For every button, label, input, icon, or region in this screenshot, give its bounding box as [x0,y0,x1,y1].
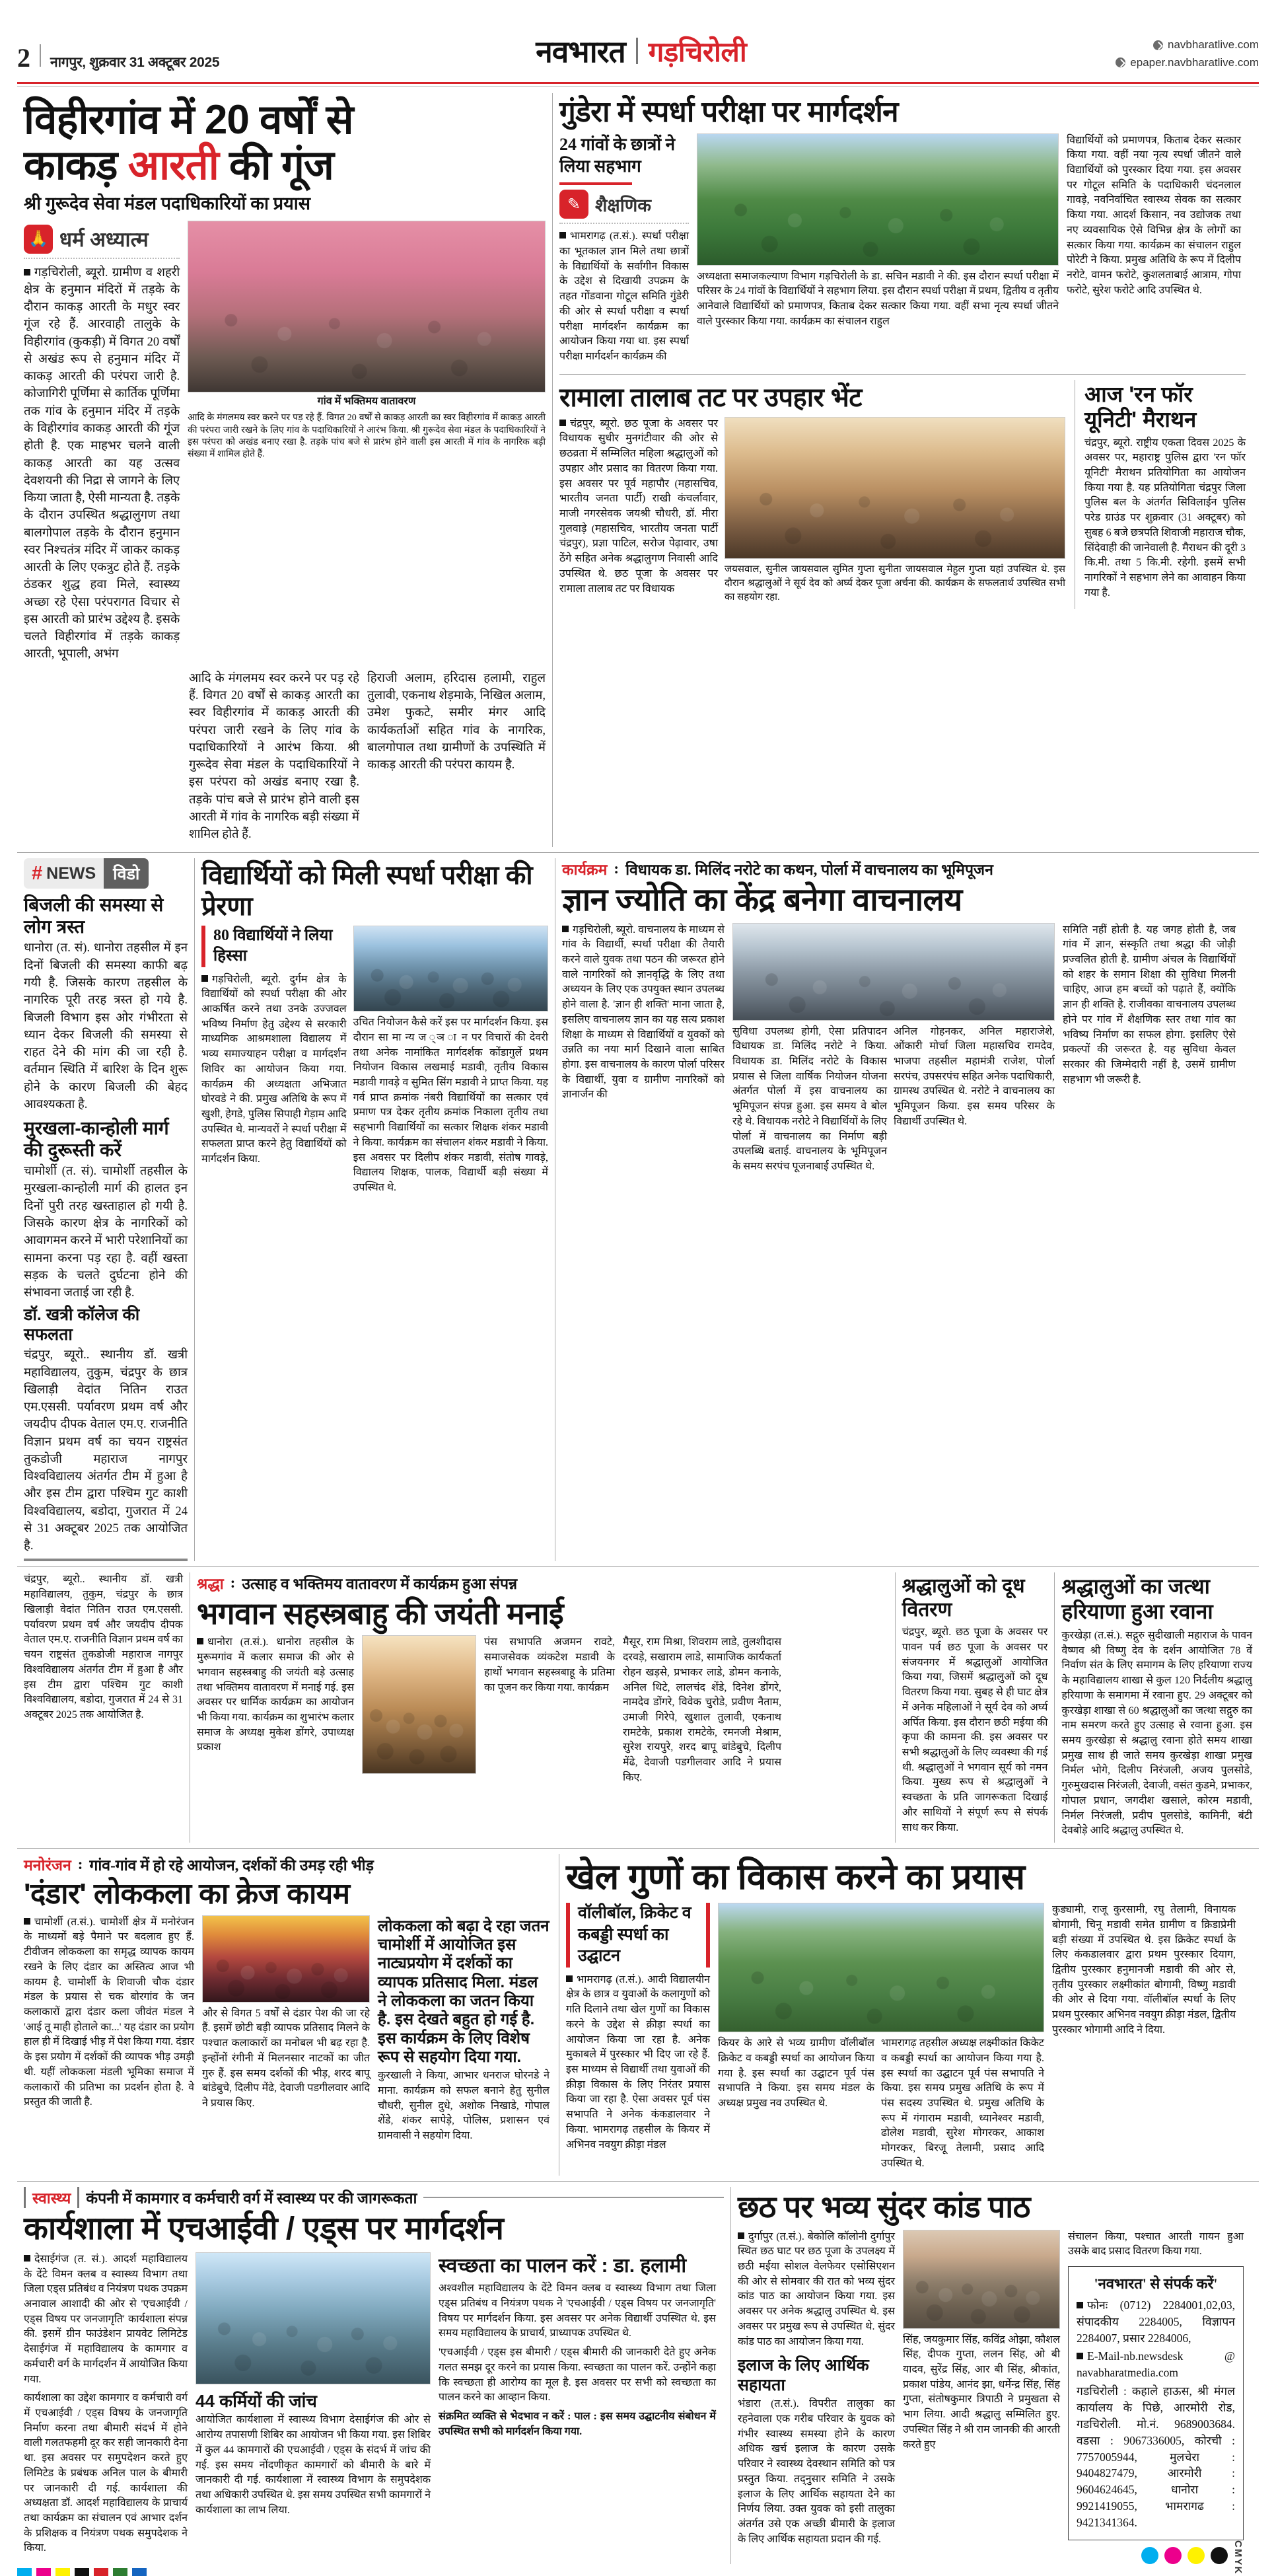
bullet-square [197,1638,203,1644]
bullet-square [559,232,566,239]
khel-body-3: भामरागढ़ तहसील अध्यक्ष लक्ष्मीकांत किकेट व कबड्डी स्पर्धा का आयोजन किया गया है. इस स्पर्धा का उद्घाटन पूर्व पंस सभापति ने किया. इस समय प्रमुख अतिथि के रूप में पंस सदस्य उपस्थित थे. प्रमुख अतिथि के रूप में गंगाराम मडावी, ध्यानेश्वर मडावी, ढोलेश मडावी, सुरेश मोगरकर, आकाश मोगरकर, बिरजू तेलामी, प्रसाद आदि उपस्थित थे. [881,2038,1044,2169]
header-red-rule [17,82,1259,84]
vachanalaya-col-2 [732,923,1063,1179]
contact-box [1068,2266,1244,2540]
kicker-tag: कार्यक्रम [562,862,608,879]
divider-dotted [559,223,689,224]
health-sub-body: आयोजित कार्यशाला में स्वास्थ्य विभाग देसाईगंज की ओर से आरोग्य तपासणी शिबिर का आयोजन भी किया गया. इस शिबिर में कुल 44 कामगारों की एचआईवी / एड्स के संदर्भ में जांच की गई. इस समय नोंदणीकृत कामगारों को बीमारी के बारे में जानकारी दी गई. कार्यशाला में स्वास्थ्य विभाग के समुपदेशक तथा अधिकारी उपस्थित थे. इस समय उपस्थित सभी कामगारों ने कार्यशाला का लाभ लिया. [195,2414,431,2516]
hash-icon: # [32,862,43,884]
header-thin-rule [17,86,1259,87]
doodh-body: चंद्रपुर, ब्यूरो. छठ पूजा के अवसर पर पावन पर्व छठ पूजा के अवसर पर संजयनगर में श्रद्धालुओं आयोजित किया गया, जिसमें श्रद्धालुओं को दूध वितरण किया गया. सुबह से ही घाट क्षेत्र में अनेक महिलाओं ने सूर्य देव को अर्घ्य अर्पित किया. इस दौरान छठी मईया की कृपा की कामना की. इस अवसर पर सभी श्रद्धालुओं के लिए व्यवस्था की गई थी. श्रद्धालुओं ने भगवान सूर्य को नमन किया. मुख्य रूप से श्रद्धालुओं ने स्वच्छता के प्रति जागरूकता दिखाई और साथियों ने संपूर्ण रूप से संपर्क साध कर किया. [902,1627,1048,1833]
marathon-headline: आज 'रन फॉर यूनिटी' मैराथन [1084,381,1197,431]
ramala-photo [725,417,1065,559]
lead-story [17,93,552,847]
dandar-col-1 [24,1915,202,2148]
band-lead [17,93,1259,847]
lead-photo [188,221,546,392]
colorbar-green [113,2568,127,2576]
yellow-dot-icon [1187,2547,1205,2564]
khel-col-3 [1052,1903,1236,2175]
chhath-headline: छठ पर भव्य सुंदर कांड पाठ [738,2189,1030,2224]
khel-photo [718,1903,1044,2032]
band3-spacer-col [17,1572,190,1843]
kicker-bar [24,2187,26,2208]
health-headline: कार्यशाला में एचआईवी / एड्स पर मार्गदर्शन [24,2211,504,2246]
khel-headline: खेल गुणों का विकास करने का प्रयास [566,1857,1025,1897]
kicker-tag: स्वास्थ्य [32,2190,71,2207]
shraddha-photo [362,1635,476,1774]
lead-body-3: हिराजी अलाम, हरिदास हलामी, राहुल तुलावी, एकनाथ शेड़माके, निखिल अलाम, उमेश फुकटे, समीर मंगर आदि कार्यकर्ताओं सहित गांव के नागरिक, बालगोपाल तथा ग्रामीणों के उपस्थिति में काकड़ आरती की परंपरा कायम है. [367,671,546,772]
lead-body-1: गड़चिरोली, ब्यूरो. ग्रामीण व शहरी क्षेत्र के हनुमान मंदिरों में तड़के के दौरान काकड़ आरती के मधुर स्वर गूंज रहे हैं. आरवाही तालुके के विहीरगांव (कुकड़ी) में विगत 20 वर्षों से अखंड रूप से हनुमान मंदिर में काकड़ आरती की परंपरा जारी है. कोजागिरी पूर्णिमा से कार्तिक पूर्णिमा तक गांव के हनुमान मंदिर में तड़के के विहीरगांव काकड़ आरती की गूंज होती है. एक माहभर चलने वाली काकड़ आरती का यह उत्सव देवशयनी की निद्रा से जागने के लिए किया जाता है, ऐसी मान्यता है. तड़के के दौरान उपस्थित श्रद्धालुगण तथा बालगोपाल तड़के के दौरान हनुमान स्वर निश्चतंत्र मंदिर में जाकर काकड़ आरती के लिए एकत्रुट होते हैं. तड़के ठंडकर शुद्ध हवा मिले, स्वास्थ्य अच्छा रहे ऐसा परंपरागत विचार से इस आरती को प्रारंभ उद्देश्य है. इसके चलते विहीरगांव में तड़के काकड़ आरती, भूपाली, अभंग [24,266,180,661]
ramala-body-2: जयसवाल, सुनील जायसवाल सुमित गुप्ता सुनीता जायसवाल मेहुल गुप्ता यहां उपस्थित थे. इस दौरान श्रद्धालुओं ने सूर्य देव को अर्घ्य देकर पूजा अर्चना की. कार्यक्रम के सफलतार्थ उपस्थित सभी का सहयोग रहा. [725,564,1065,603]
black-dot-icon [1211,2547,1228,2564]
vachanalaya-story [555,858,1244,1561]
health-photo-col [195,2252,439,2560]
dandar-body-4: कुरखाली ने किया, आभार धनराज घोरनडे ने माना. कार्यक्रम को सफल बनाने हेतु सुनील चौधरी, सुनील दुधे, अशोक निखाडे, गोपाल शेंडे, शंकर सापेड़े, पोलिस, प्रशासन एवं ग्रामवासी ने सहयोग दिया. [378,2070,549,2142]
globe-icon [1153,40,1163,50]
kicker-rule [423,2197,724,2198]
gundera-deck: 24 गांवों के छात्रों ने लिया सहभाग [559,134,676,176]
shraddha-col-4 [623,1635,781,1789]
bullet-square [566,1975,573,1982]
chhath-col-1 [738,2230,903,2564]
dateline: नागपुर, शुक्रवार 31 अक्टूबर 2025 [50,55,220,70]
ramala-photo-block [725,417,1065,609]
colorbar-magenta [36,2568,51,2576]
page-number: 2 [17,43,30,73]
bullet-square [562,926,569,932]
brand-block [536,30,746,71]
khel-story [559,1854,1259,2176]
health-body-2: कार्यशाला का उद्देश कामगार व कर्मचारी वर्ग में एचआईवी / एड्स विषय के जनजागृति निर्माण करना तथा बीमारी संदर्भ में होने वाली गलतफहमी दूर कर सही जानकारी देना था. इस अवसर पर समुपदेशन करते हुए लिमिटेड के प्रबंधक अनिल पाल के बीमारी पर जानकारी दी गई. कार्यशाला की अध्यक्षता डॉ. आदर्श महाविद्यालय के प्राचार्य तथा कार्यक्रम का संचालन एवं आभार दर्शन के प्रशिक्षक व नियंत्रण पथक समुपदेशक ने किया. [24,2392,188,2554]
marathon-story [1075,380,1246,609]
section-badge-dharma[interactable] [24,225,180,254]
bullet-square [24,1918,30,1925]
vachanalaya-body-5: समिति नहीं होती है. यह जगह होती है, जब गांव में ज्ञान, संस्कृति तथा श्रद्धा की जोड़ी प्रज्वलित होती है. ग्रामीण अंचल के विद्यार्थियों को शहर के समान शिक्षा की सुविधा मिलनी चाहिए, आज हम बच्चों को पढ़ाते हैं, क्योंकि ज्ञान ही शक्ति है. राजीवका वाचनालय उपलब्ध होने पर गांव में शैक्षणिक स्तर तथा गांव का भविष्य निर्माण का सफल होगा. इसलिए ऐसे प्रकल्पों की जरूरत है. यह सुविधा केवल सरकार की जिम्मेदारी नहीं है, उसमें ग्रामीण सहभाग भी जरूरी है. [1063,924,1236,1086]
ilaj-headline: इलाज के लिए आर्थिक सहायता [738,2356,869,2394]
cmyk-registration-marks [1068,2540,1244,2575]
divider-dotted [24,258,180,259]
website-line-1[interactable] [1116,36,1259,54]
chhath-photo [903,2230,1060,2329]
lead-headline-line2a: काकड़ [24,143,128,189]
kicker-bar [77,2187,79,2208]
kicker-text: गांव-गांव में हो रहे आयोजन, दर्शकों की उमड़ रही भीड़ [89,1857,374,1874]
colorbar-yellow [55,2568,70,2576]
ramala-headline: रामाला तालाब तट पर उपहार भेंट [559,383,862,412]
health-kicker [24,2187,724,2208]
dandar-body-1: चामोर्शी (त.सं.). चामोर्शी क्षेत्र में मनोरंजन के माध्यमों बड़े पैमाने पर बदलाव हुए हैं. टीवीजन लोककला का समृद्ध व्यापक कायम रखने के लिए दंडार का अस्तित्व आज भी कायम है. चामोर्शी के शिवाजी चौक दंडार मंडल के प्रयास से चक बोरगांव के जन कलाकारों द्वारा दंडार कला जीवंत मंडल ने 'आई तू माही होताले का...' यह दंडार का प्रयोग हाल ही में दिखाई भीड़ में पेश किया गया. दंडार के इस प्रयोग में दर्शकों की व्यापक भीड़ उमड़ी थी. यहीं लोककला मंडली भूमिका समाज में कलाकारों की प्रतिभा का प्रदर्शन होता है. वे प्रस्तुत की जाती है. [24,1916,194,2108]
ramala-story [559,380,1075,609]
cyan-dot-icon [1141,2547,1158,2564]
video-badge: विडो [104,858,149,889]
band-divider-3 [17,1848,1259,1849]
band-divider-1 [17,852,1259,853]
lead-photo-subtext: आदि के मंगलमय स्वर करने पर पड़ रहे हैं. विगत 20 वर्षों से काकड़ आरती का स्वर विहीरगांव में काकड़ आरती की परंपरा जारी रखने के लिए गांव के पदाधिकारियों ने आरंभ किया. श्री गुरूदेव सेवा मंडल के पदाधिकारियों ने इस परंपरा को अखंड बनाए रखा है. तड़के पांच बजे से प्रारंभ होने वाली इस आरती में गांव के नागरिक बड़ी संख्या में शामिल होते हैं. [188,413,546,459]
bullet-square [559,420,566,426]
band-divider-4 [17,2181,1259,2182]
vidyarthi-headline: विद्यार्थियों को मिली स्पर्धा परीक्षा की प्रेरणा [201,861,533,921]
bullet-square [1077,2302,1083,2308]
chhath-col-3 [1068,2230,1244,2575]
colorbar-red [94,2568,108,2576]
vidyarthi-deck-wrap [201,926,347,967]
gundera-headline: गुंडेरा में स्पर्धा परीक्षा पर मार्गदर्शन [559,96,899,128]
shraddha-body-4: पंस सभापति अजमन रावटे, समाजसेवक व्यंकटेश मडावी के हाथों भगवान सहस्त्रबाहू के प्रतिमा का पूजन कर किया गया. कार्यक्रम [484,1637,616,1693]
chhath-body-1: दुर्गापुर (त.सं.). बेकोलि कॉलोनी दुर्गापुर स्थित छठ घाट पर छठ पूजा के उपलक्ष्य में छठी मईया सोशल वेलफेयर एसोसिएशन की ओर से सोमवार की रात को भव्य सुंदर कांड पाठ का आयोजन किया गया. इस अवसर पर अनेक श्रद्धालु उपस्थित थे. इस अवसर पर प्रमुख रूप से उपस्थित थे. सुंदर कांड पाठ का आयोजन किया गया. [738,2230,895,2347]
lead-col-c [189,670,367,848]
website-line-2[interactable] [1116,54,1259,71]
ramala-text-col [559,417,725,609]
lead-headline-line1: विहीरगांव में 20 वर्षों से [24,97,353,143]
bullet-square [24,2255,30,2262]
swachhata-body-2: 'एचआईवी / एड्स इस बीमारी / एड्स बीमारी की जानकारी देते हुए अनेक गलत समझ दूर करने का प्रयास किया. स्वच्छता का पालन करें. उन्होंने कहा कि स्वच्छता ही आरोग्य का मूल है. इस अवसर पर सभी को स्वच्छता का पालन करने का आव्हान किया. [439,2347,716,2404]
health-story [17,2187,730,2564]
bullet-square [24,269,30,276]
band-divider-2 [17,1566,1259,1567]
lead-subhead: श्री गुरूदेव सेवा मंडल पदाधिकारियों का प्रयास [24,193,310,213]
divider [559,374,1246,375]
gundera-body-2: अध्यक्षता समाजकल्याण विभाग गड़चिरोली के डा. सचिन मडावी ने की. इस दौरान स्पर्धा परीक्षा में परिसर के 24 गांवों के विद्यार्थियों ने सहभाग लिया. इस दौरान स्पर्धा परीक्षा में प्रथम, द्वितीय व तृतीय आनेवाले विद्यार्थियों को प्रमाणपत्र, किताब देकर सत्कार किया गया. वहीं सभा नृत्य स्पर्धा जीतने वाले पुरस्कार किया गया. कार्यक्रम का संचालन राहुल [697,270,1059,327]
vachanalaya-kicker [562,858,1238,879]
swachhata-story [439,2252,716,2560]
newsvideo-item2-body: चामोर्शी (त. सं). चामोर्शी तहसील के मुरखला-कान्होली मार्ग की हालत इन दिनों पुरी तरह खस्ताहाल हो गयी है. जिसके कारण क्षेत्र के नागरिकों को आवागमन करने में भारी परेशानियों का सामना करना पड़ रहा है. वहीं खस्ता सड़क के चलते दुर्घटना होने की संभावना जताई जा रही है. [24,1165,188,1300]
chhath-story [730,2187,1259,2575]
website-links [1116,36,1259,71]
lead-col-b [24,670,189,848]
shraddha-photo-col [362,1635,484,1789]
vachanalaya-body-4: अनिल गोहनकर, अनिल महाराजेशे, ओंकारी मोर्चा जिला महासचिव रामदेव, भाजपा तहसील महामंत्री राजेश, पोर्ला सरपंच, उपसरपंच सहित अनेक पदाधिकारी, ग्रामस्थ उपस्थित थे. नरोटे ने वाचनालय का भूमिपूजन किया. इस समय परिसर के विद्यार्थी उपस्थित थे. [894,1025,1055,1127]
vachanalaya-col-1 [562,923,732,1179]
masthead-left [17,44,219,71]
gundera-body-1: भामरागढ़ (त.सं.). स्पर्धा परीक्षा का भूतकाल ज्ञान मिले तथा छात्रों के विद्यार्थियों के सर्वांगीन विकास के उद्देश से दिखायी उपक्रम के तहत गोंडवाना गोटूल समिति गुंडेरी की ओर से स्पर्धा परीक्षा व स्पर्धा परीक्षा मार्गदर्शन कार्यक्रम का आयोजन किया गया था. इस स्पर्धा परीक्षा मार्गदर्शन कार्यक्रम की [559,231,689,362]
lead-headline-line2c: की गूंज [218,143,334,189]
colorbar-black [75,2568,89,2576]
kicker-text: कंपनी में कामगार व कर्मचारी वर्ग में स्वास्थ्य पर की जागरूकता [86,2190,417,2207]
khel-deck-wrap [566,1903,710,1968]
shraddha-headline: भगवान सहस्त्रबाहु की जयंती मनाई [197,1596,563,1631]
khel-photo-col [718,1903,1052,2175]
kicker-tag: मनोरंजन [24,1857,71,1874]
swachhata-headline: स्वच्छता का पालन करें : डा. हलामी [439,2254,687,2277]
edition-name: गड़चिरोली [648,36,747,67]
news-badge: # NEWS [24,858,104,889]
gundera-photo [697,133,1059,266]
deck-red-rule [559,182,632,185]
newsvideo-tail: चंद्रपुर, ब्यूरो.. स्थानीय डॉ. खत्री महाविद्यालय, तुकुम, चंद्रपुर के छात्र खिलाड़ी वेदांत नितिन राउत एम.एससी. पर्यावरण प्रथम वर्ष और जयदीप दीपक वेताल एम.ए. राजनीति विज्ञान प्रथम वर्ष का चयन राष्ट्रसंत तुकडोजी महाराज नागपुर विश्वविद्यालय अंतर्गत टीम में हुआ है और इस टीम द्वारा पश्चिम गुट काशी विश्वविद्यालय, बडोदा, गुजरात में 24 से 31 अक्टूबर 2025 तक आयोजित है. [24,1574,184,1720]
newsvideo-column [17,858,194,1561]
masthead-divider [40,44,41,67]
lead-headline [24,97,546,189]
section-badge-label: शैक्षणिक [595,195,651,215]
bullet-square [1077,2353,1083,2359]
dandar-kicker [24,1854,552,1875]
right-band [552,93,1252,847]
newsvideo-item3-body: चंद्रपुर, ब्यूरो.. स्थानीय डॉ. खत्री महाविद्यालय, तुकुम, चंद्रपुर के छात्र खिलाड़ी वेदांत नितिन राउत एम.एससी. पर्यावरण प्रथम वर्ष और जयदीप दीपक वेताल एम.ए. राजनीति विज्ञान प्रथम वर्ष का चयन राष्ट्रसंत तुकडोजी महाराज नागपुर विश्वविद्यालय अंतर्गत टीम में हुआ है और इस टीम द्वारा पश्चिम गुट काशी विश्वविद्यालय, बडोदा, गुजरात में 24 से 31 अक्टूबर 2025 तक आयोजित है. [24,1348,188,1553]
dandar-sub-headline: लोककला को बढ़ा दे रहा जतन चामोर्शी में आयोजित इस नाट्यप्रयोग में दर्शकों का व्यापक प्रतिसाद मिला. मंडल ने लोककला का जतन किया है. इस देखते बहुत हो गई है. इस कार्यक्रम के लिए विशेष रूप से सहयोग दिया गया. [378,1917,549,2066]
vidyarthi-photo [353,926,548,1012]
band-five [17,2187,1259,2575]
shraddha-col-3 [484,1635,623,1789]
health-col-1 [24,2252,195,2560]
newsvideo-item3-headline: डॉ. खत्री कॉलेज की सफलता [24,1306,140,1344]
haryana-story [1054,1572,1259,1843]
khel-deck: वॉलीबॉल, क्रिकेट व कबड्डी स्पर्धा का उद्घाटन [578,1904,691,1966]
vidyarthi-deck: 80 विद्यार्थियों ने लिया हिस्सा [213,927,333,965]
gundera-photo-block [697,133,1067,369]
colorbar-cyan [17,2568,32,2576]
kicker-text: उत्साह व भक्तिमय वातावरण में कार्यक्रम हुआ संपन्न [242,1576,518,1593]
ilaj-body: भंडारा (त.सं.). विपरीत तालुका का रहनेवाला एक गरीब परिवार के युवक को गंभीर स्वास्थ्य समस्या होने के कारण अधिक खर्च इलाज के कारण उसके परिवार ने स्वास्थ्य देवस्थान समिति को पत्र प्रस्तुत किया. तद्नुसार समिति ने उसके इलाज के लिए आर्थिक सहायता देने का निर्णय लिया. उक्त युवक को इसी तालुका अंतर्गत उसे एक अच्छी बीमारी के इलाज के लिए आर्थिक सहायता प्रदान की गई. [738,2398,895,2545]
swachhata-body-1: अश्वशील महाविद्यालय के देंटे विमन क्लब व स्वास्थ्य विभाग तथा जिला एड्स प्रतिबंध व नियंत्रण पथक ने 'एचआईवी / एड्स विषय पर जनजागृति' विषय पर मार्गदर्शन किया. इस अवसर पर अनेक विद्यार्थी उपस्थित थे. इस समय महाविद्यालय के प्राचार्य, प्राध्यापक उपस्थित थे. [439,2283,716,2339]
book-pen-icon: ✎ [559,190,588,219]
chhath-body-2: सिंह, जयकुमार सिंह, कविंद्र ओझा, कौशल सिंह, दीपक गुप्ता, ललन सिंह, ओ बी यादव, सुरेंद्र सिंह, आर बी सिंह, श्रीकांत, प्रकाश पांडेय, आनंद झा, धर्मेन्द्र सिंह, सिंह गुप्ता, संतोषकुमार त्रिपाठी ने प्रमुखता से भाग लिया. आदी श्रद्धालु सम्मिलित हुए. उपस्थित सिंह ने श्री राम जानकी की आरती करते हुए [903,2334,1060,2450]
dandar-story [17,1854,559,2176]
kicker-colon: : [230,1574,236,1592]
shraddha-col-1 [197,1635,362,1789]
dandar-col-3 [378,1915,549,2148]
magenta-dot-icon [1164,2547,1182,2564]
bullet-square [738,2232,744,2239]
band-two [17,858,1259,1561]
khel-deck-col [566,1903,718,2175]
website-url-epaper: epaper.navbharatlive.com [1130,55,1259,69]
lead-photo-block [188,221,546,667]
vachanalaya-body-2: सुविधा उपलब्ध होगी, ऐसा प्रतिपादन विधायक डा. मिलिंद नरोटे ने किया. विधायक डा. मिलिंद नरोटे के विकास प्रयास से जिला वार्षिक नियोजन योजना अंतर्गत पोर्ला में इस वाचनालय का भूमिपूजन संपन्न हुआ. इस समय वे बोल रहे थे. विधायक नरोटे ने विद्यार्थियों के लिए पोर्ला में वाचनालय का निर्माण बड़ी उपलब्धि बताई. वाचनालय के भूमिपूजन के समय सरपंच पूजनाबाई उपस्थित थे. [732,1025,887,1173]
kicker-text: विधायक डा. मिलिंद नरोटे का कथन, पोर्ला में वाचनालय का भूमिपूजन [625,862,993,879]
contact-title: 'नवभारत' से संपर्क करें' [1094,2275,1218,2292]
contact-phone-line: फोनः (0712) 2284001,02,03, संपादकीय 2284005, विज्ञापन 2284007, प्रसार 2284006, [1077,2298,1235,2345]
vachanalaya-headline: ज्ञान ज्योति का केंद्र बनेगा वाचनालय [562,883,962,918]
news-video-badge[interactable] [24,858,149,889]
shraddha-body-3: मैसूर, राम मिश्रा, शिवराम लाडे, तुलशीदास दरवड़े, सखाराम लाडे, सामाजिक कार्यकर्ता रोहन खड़से, प्रभाकर लाडे, डोमन कनाके, अनिल थिटे, लालचंद शेंडे, दिनेश डोंगरे, नामदेव डोंगरे, विवेक चुरोडे, प्रवीण नैताम, उमाजी गिरेपे, खुशाल तुलावी, एकनाथ रामटेके, प्रकाश रामटेके, रमनजी मेश्राम, सुरेश रायपुरे, शरद बापू बांडेबुचे, दिलीप मेंढे, देवाजी पडगीलवार आदि ने प्रयास किए. [623,1637,782,1783]
lead-col-d [367,670,546,848]
brand-title: नवभारत [536,34,625,69]
newsvideo-item1-headline: बिजली की समस्या से लोग त्रस्त [24,895,164,938]
colorbar-blue [132,2568,147,2576]
lead-headline-accent: आरती [127,143,219,189]
section-badge-label: धर्म अध्यात्म [59,227,149,251]
health-body-1: देसाईगंज (त. सं.). आदर्श महाविद्यालय के देंटे विमन क्लब व स्वास्थ्य विभाग तथा जिला एड्स प्रतिबंध व नियंत्रण पथक उपक्रम अनावाल आशादी की ओर से 'एचआईवी / एड्स विषय पर जनजागृति' कार्यशाला संपन्न की. इसमें ग्रीन फाउंडेशन प्रायवेट लिमिटेड देसाईगंज में महाविद्यालय के कामगार व कर्मचारी वर्ग के मार्गदर्शन में आयोजित किया गया. [24,2253,188,2385]
shraddha-body-1: धानोरा (त.सं.). धानोरा तहसील के मुरूमगांव में कलार समाज की ओर से भगवान सहस्त्रबाहु की जयंती बड़े उत्साह तथा भक्तिमय वातावरण में मनाई गई. इस अवसर पर धार्मिक कार्यक्रम का आयोजन भी किया गया. कार्यक्रम का शुभारंभ कलार समाज के अध्यक्ष मुकेश डोंगरे, उपाध्यक्ष प्रकाश [197,1637,355,1753]
doodh-headline: श्रद्धालुओं को दूध वितरण [902,1575,1025,1621]
vachanalaya-photo [732,923,1055,1021]
cmyk-label: CMYK [1232,2540,1244,2575]
band-four [17,1854,1259,2176]
band-three [17,1572,1259,1843]
dandar-body-3: और से विगत 5 वर्षों से दंडार पेश की जा रहे हैं. इसमें छोटी बड़ी व्यापक प्रतिसाद मिलने के पश्चात कलाकारों का मनोबल भी बढ़ रहा है. इन्होंनों रंगीनी में मिलनसार नाटकों का जीत गुरु हैं. इस समय दर्शकों की भीड़, शरद बापू बांडेबुचे, दिलीप मेंढे, देवाजी पडगीलवार आदि ने प्रयास किए. [202,2007,370,2109]
chhath-col-2 [903,2230,1068,2564]
gundera-col-3 [1067,133,1241,369]
vidyarthi-story [194,858,555,1561]
globe-icon [1116,57,1125,67]
haryana-body: कुरखेड़ा (त.सं.). सद्गुरु सुदीखाली महाराज के पावन वैष्णव श्री विष्णु देव के दर्शन आयोजित 78 वें निर्वाण संत के लिए समागम के लिए हरियाणा राज्य के महाविद्यालय शाखा से कुल 120 निर्दलीय श्रद्धालु हरियाणा के समागमा में रवाना हुए. 29 अक्टूबर को कुरखेड़ा शाखा से 60 श्रद्धालुओं का जत्था सद्गुरु का नाम समरण करते हुए उत्साह से रवाना हुआ. इस समय कुरखेड़ा से श्रद्धालु रवाना होते समय शाखा प्रमुख साथ ही जाते समय कुरखेड़ा शाखा प्रमुख निर्मल भोगे, दिलीप निरंजली, अजय पुलसोडे, गुरुमुखदास निरंजली, देवाजी, वसंत कुडमे, प्रभाकर, गोपाल प्रधान, जगदीश खसाले, कोरम मडावी, निर्मल निरंजली, प्रदीप पुलसोडे, कामिनी, बंटी देवबोड़े आदि श्रद्धालु उपस्थित थे. [1061,1629,1252,1837]
khel-body-2: कियर के आरे से भव्य ग्रामीण वॉलीबॉल क्रिकेट व कबड्डी स्पर्धा का आयोजन किया गया है. इस स्पर्धा का उद्घाटन पूर्व पंस सभापति ने किया. इस समय मंडल के अध्यक्ष प्रमुख नव उपस्थित थे. [718,2038,875,2110]
khel-body-4: कुड्यामी, राजू कुरसामी, रघु तेलामी, विनायक बोगामी, चिनू मडावी समेत ग्रामीण व क्रिडाप्रेमी बड़ी संख्या में उपस्थित थे. इस क्रिकेट स्पर्धा के लिए कंकडालवार द्वारा प्रथम पुरस्कार दियाग, द्वितीय पुरस्कार हनुमानजी मडावी की ओर से, तृतीय पुरस्कार लक्ष्मीकांत बोगामी, विष्णु मडावी की ओर से दिया गया. वॉलीबॉल स्पर्धा के लिए प्रथम पुरस्कार अभिनव नवयुग क्रीड़ा मंडल, द्वितीय पुरस्कार भोगामी आदि ने दिया. [1052,1904,1236,2036]
print-color-bar [17,2568,1259,2576]
vidyarthi-body-2: उचित नियोजन कैसे करें इस पर मार्गदर्शन किया. इस दौरान सा मा न्य ज ्ञ ा न पर विचारों की देवरी तथा अनेक नामांकित मार्गदर्शक कोंडागुर्ले प्रथम नियोजन विकास लखमाई मडावी, तृतीय विकास मडावी गावड़े व सुमित सिंग मडावी ने प्राप्त किया. यह गर्व प्राप्त क्रमांक नंबरी विद्यार्थियों का सत्कार एवं प्रमाण पत्र देकर तृतीय क्रमांक निकाला तृतीय तथा सहभागी विद्यार्थियों का सत्कार शिक्षक शंकर मडावी ने किया. कार्यक्रम का संचालन शंकर मडावी ने किया. इस अवसर पर दिलीप शंकर मडावी, संतोष गावड़े, विद्यालय शिक्षक, पालक, विद्यार्थी बड़ी संख्या में उपस्थित थे. [353,1017,548,1194]
vachanalaya-col-3 [1063,923,1236,1179]
khel-body-1: भामरागढ़ (त.सं.). आदी विद्यालयीन क्षेत्र के छात्र व युवाओं के कलागुणों को गति दिलाने तथा खेल गुणों का विकास करने के उद्देश से क्रीड़ा स्पर्धा का आयोजन किया जा रहा है. अनेक मुकाबले में पुरस्कार भी दिए जा रहे हैं. इस माध्यम से विद्यार्थी तथा युवाओं की क्रीड़ा विकास के लिए निरंतर प्रयास किया जा रहा है. ऐसा अवसर पूर्व पंस सभापति ने अनेक कंकडालवार ने किया. भामरागढ़ तहसील के कियर में अभिनव नवयुग क्रीड़ा मंडल [566,1973,710,2151]
masthead [17,0,1259,79]
website-url-main: navbharatlive.com [1168,38,1259,52]
kicker-colon: : [77,1856,83,1873]
section-badge-educational[interactable] [559,190,689,219]
praying-hands-icon: 🙏 [24,225,53,254]
vachanalaya-body-1: गड़चिरोली, ब्यूरो. वाचनालय के माध्यम से गांव के विद्यार्थी, स्पर्धा परीक्षा की तैयारी करने वाले युवक तथा पठन की जरूरत होने वाले नागरिकों को ज्ञानवृद्धि के लिए तथा अध्ययन के लिए एक उपयुक्त स्थान उपलब्ध होने वाला है. 'ज्ञान ही शक्ति' माना जाता है, इसलिए वाचनालय ज्ञान का यह सत्य प्रकाश शिक्षा के माध्यम से विद्यार्थियों व युवकों को उन्नति का नया मार्ग दिखाने वाला साबित होगा. इस वाचनालय के कारण पोर्ला परिसर के विद्यार्थी, युवा व ग्रामीण नागरिकों को ज्ञानार्जन की [562,924,725,1101]
vidyarthi-deck-col [201,926,353,1200]
dandar-photo [202,1915,370,2003]
vidyarthi-body-1: गड़चिरोली, ब्यूरो. दुर्गम क्षेत्र के विद्यार्थियों को स्पर्धा परीक्षा की ओर आकर्षित करने तथा उनके उज्जवल भविष्य निर्माण हेतु उद्देश्य से सरकारी माध्यमिक आश्रमशाला विद्यालय में भव्य समाज्याहन परीक्षा व मार्गदर्शन शिविर का आयोजन किया गया. कार्यक्रम की अध्यक्षता अभिजात घोरवडे ने की. प्रमुख अतिथि के रूप में खुशी, हेगडे, पुलिस सिपाही गेड़ाम आदि उपस्थित थे. मान्यवरों ने स्पर्धा परीक्षा में सफलता प्राप्त करने हेतु विद्यार्थियों को मार्गदर्शन किया. [201,973,347,1165]
band-ramala [559,380,1246,609]
shraddha-story [190,1572,895,1843]
column-end-rule [24,1559,188,1561]
dandar-col-2 [202,1915,378,2148]
haryana-headline: श्रद्धालुओं का जत्था हरियाणा हुआ रवाना [1061,1574,1213,1624]
gundera-body-4: विद्यार्थियों को प्रमाणपत्र, किताब देकर सत्कार किया गया. वहीं नया नृत्य स्पर्धा जीतने वाले विद्यार्थियों को पुरस्कार दिया गया. इस अवसर पर गोटूल समिति के पदाधिकारी चंदनलाल गावड़े, नवनिर्वाचित स्वास्थ्य सेवक का सत्कार किया गया. आदर्श किसान, नव उद्योजक तथा नए व्यवसायिक ऐसे विभिन्न क्षेत्र के लोगों का सत्कार किया गया. कार्यक्रम का संचालन राहुल पोरेटी ने किया. प्रमुख अतिथि के रूप में दिलीप नरोटे, वामन फरोटे, कुशलताबाई आत्राम, गोपा फरोटे, सुरेश फरोटे आदि उपस्थित थे. [1067,134,1241,296]
swachhata-highlight: संक्रमित व्यक्ति से भेदभाव न करें : पाल : इस समय उद्घाटनीय संबोधन में उपस्थित सभी को मार्गदर्शन किया गया. [439,2410,716,2437]
contact-address-line: गडचिरोली : कहाले हाऊस, श्री मंगल कार्यालय के पिछे, आरमोरी रोड, गडचिरोली. मो.नं. 9689003684. वडसा : 9067336005, कोरची : 7757005944, मुलचेरा : 9404827479, आरमोरी : 9604624645, धानोरा : 9921419055, भामरागढ : 9421341364. [1077,2384,1235,2529]
vidyarthi-photo-col [353,926,548,1200]
bullet-square [201,975,208,982]
newsvideo-item2-headline: मुरखला-कान्होली मार्ग की दुरूस्ती करें [24,1118,169,1161]
kicker-tag: श्रद्धा [197,1576,224,1593]
doodh-story [895,1572,1055,1843]
ramala-body-1: चंद्रपुर, ब्यूरो. छठ पूजा के अवसर पर विधायक सुधीर मुनगंटीवार की ओर से छठव्रता में सम्मिलित महिला श्रद्धालुओं को उपहार और प्रसाद का वितरण किया गया. इस अवसर पर पूर्व महापौर (महासचिव, भारतीय जनता पार्टी) राखी कंचर्लावार, माजी नगरसेवक जयश्री चौधरी, डॉ. मीरा गुलवाड़े (महासचिव, भारतीय जनता पार्टी चंद्रपुर), प्रज्ञा पाटिल, सरोज पेढ़ावार, उषा ठेंगे सहित अनेक श्रद्धालुगण निवासी आदि उपस्थित थे. छठ पूजा के अवसर पर रामाला तालाब तट पर विधायक [559,418,718,595]
health-photo [195,2252,431,2384]
brand-divider [636,38,638,64]
gundera-deck-block [559,133,697,369]
contact-email-line[interactable]: E-Mail-nb.newsdesk @ navabharatmedia.com [1077,2349,1235,2380]
chhath-body-3: संचालन किया, पश्चात आरती गायन हुआ उसके बाद प्रसाद वितरण किया गया. [1068,2230,1244,2258]
lead-body-2: आदि के मंगलमय स्वर करने पर पड़ रहे हैं. विगत 20 वर्षों से काकड़ आरती का स्वर विहीरगांव में काकड़ आरती की परंपरा जारी रखने के लिए गांव के पदाधिकारियों ने आरंभ किया. श्री गुरूदेव सेवा मंडल के पदाधिकारियों ने इस परंपरा को अखंड बनाए रखा है. तड़के पांच बजे से प्रारंभ होने वाली इस आरती में गांव के नागरिक बड़ी संख्या में शामिल होते हैं. [189,671,359,842]
lead-photo-caption: गांव में भक्तिमय वातावरण [317,395,416,407]
newsvideo-item1-body: धानोरा (त. सं). धानोरा तहसील में इन दिनों बिजली की समस्या काफी बढ़ गयी है. जिसके कारण तहसील के नागरिक पूरी तरह त्रस्त हो गये है. बिजली विभाग इस ओर गंभीरता से ध्यान देकर बिजली की समस्या से राहत देने की मांग की जा रही है. वर्तमान स्थिति में बारिश के दिन शुरू होने के कारण बिजली की बेहद आवश्यकता है. [24,941,188,1111]
health-sub-headline: 44 कर्मियों की जांच [195,2390,317,2411]
lead-left-column [24,221,188,667]
dandar-headline: 'दंडार' लोककला का क्रेज कायम [24,1878,350,1911]
kicker-colon: : [614,860,620,877]
marathon-body: चंद्रपुर, ब्यूरो. राष्ट्रीय एकता दिवस 2025 के अवसर पर, महाराष्ट्र पुलिस द्वारा 'रन फॉर यूनिटी' मैराथन प्रतियोगिता का आयोजन किया गया है. यह प्रतियोगिता चंद्रपुर जिला पुलिस बल के अंतर्गत सिविलाईन पुलिस परेड ग्राउंड पर शुक्रवार (31 अक्टूबर) को सुबह 6 बजे छत्रपति शिवाजी महाराज चौक, सिंदेवाही की जानेवाली है. मैराथन की दूरी 3 कि.मी. तथा 5 कि.मी. रहेगी. इसमें सभी नागरिकों ने सहभाग लेने का आवाहन किया गया है. [1084,437,1246,599]
shraddha-kicker [197,1572,888,1594]
